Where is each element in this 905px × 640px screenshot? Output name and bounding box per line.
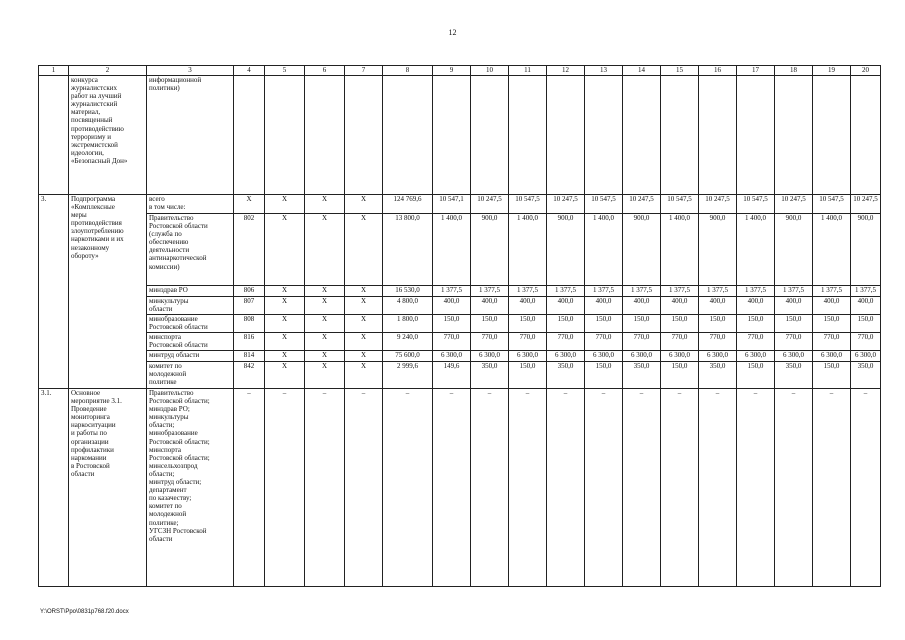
empty-cell — [813, 76, 851, 195]
amount-cell: 10 547,5 — [509, 195, 547, 214]
column-header: 11 — [509, 66, 547, 76]
code-cell: 806 — [234, 286, 265, 297]
amount-cell: 150,0 — [623, 315, 661, 333]
column-header: 4 — [234, 66, 265, 76]
amount-cell: 400,0 — [623, 297, 661, 315]
code-cell: X — [265, 315, 305, 333]
executor-cell: минобразование Ростовской области — [147, 315, 234, 333]
code-cell: X — [265, 333, 305, 351]
column-header: 5 — [265, 66, 305, 76]
amount-cell: 1 377,5 — [433, 286, 471, 297]
column-header: 7 — [345, 66, 383, 76]
executor-cell: минспорта Ростовской области — [147, 333, 234, 351]
code-cell: X — [234, 195, 265, 214]
dash-cell: – — [623, 389, 661, 587]
code-cell: X — [305, 297, 345, 315]
amount-cell: 1 377,5 — [471, 286, 509, 297]
code-cell: X — [305, 362, 345, 389]
measure-name-cell: конкурса журналистских работ на лучший журналистский материал, посвященный противодействию терроризму и экстремистской идеологии, «Безопасный Дон» — [69, 76, 147, 195]
code-cell: X — [345, 351, 383, 362]
row-number-cell: 3. — [39, 195, 69, 389]
code-cell: X — [265, 286, 305, 297]
amount-cell: 900,0 — [699, 214, 737, 286]
empty-cell — [234, 76, 265, 195]
amount-cell: 350,0 — [699, 362, 737, 389]
amount-cell: 9 240,0 — [383, 333, 433, 351]
code-cell: 842 — [234, 362, 265, 389]
column-header: 10 — [471, 66, 509, 76]
column-header: 20 — [851, 66, 881, 76]
code-cell: X — [345, 315, 383, 333]
amount-cell: 900,0 — [775, 214, 813, 286]
column-header: 3 — [147, 66, 234, 76]
amount-cell: 1 400,0 — [737, 214, 775, 286]
amount-cell: 10 547,5 — [661, 195, 699, 214]
executor-cell: минтруд области — [147, 351, 234, 362]
amount-cell: 770,0 — [813, 333, 851, 351]
empty-cell — [383, 76, 433, 195]
code-cell: X — [265, 362, 305, 389]
amount-cell: 350,0 — [775, 362, 813, 389]
amount-cell: 2 999,6 — [383, 362, 433, 389]
executor-cell: Правительство Ростовской области (служба по обеспечению деятельности антинаркотической комиссии) — [147, 214, 234, 286]
amount-cell: 6 300,0 — [623, 351, 661, 362]
code-cell: X — [345, 214, 383, 286]
dash-cell: – — [699, 389, 737, 587]
empty-cell — [305, 76, 345, 195]
amount-cell: 1 377,5 — [585, 286, 623, 297]
amount-cell: 770,0 — [851, 333, 881, 351]
code-cell: X — [305, 214, 345, 286]
empty-cell — [547, 76, 585, 195]
code-cell: X — [345, 286, 383, 297]
subprogram-row — [39, 195, 881, 214]
amount-cell: 400,0 — [737, 297, 775, 315]
empty-cell — [265, 76, 305, 195]
amount-cell: 1 400,0 — [509, 214, 547, 286]
dash-cell: – — [265, 389, 305, 587]
amount-cell: 770,0 — [585, 333, 623, 351]
dash-cell: – — [851, 389, 881, 587]
amount-cell: 900,0 — [471, 214, 509, 286]
empty-cell — [433, 76, 471, 195]
amount-cell: 6 300,0 — [471, 351, 509, 362]
code-cell: X — [265, 195, 305, 214]
amount-cell: 6 300,0 — [775, 351, 813, 362]
dash-cell: – — [234, 389, 265, 587]
subprogram-row — [39, 297, 881, 315]
dash-cell: – — [661, 389, 699, 587]
dash-cell: – — [775, 389, 813, 587]
amount-cell: 6 300,0 — [737, 351, 775, 362]
amount-cell: 6 300,0 — [585, 351, 623, 362]
code-cell: X — [305, 195, 345, 214]
code-cell: 816 — [234, 333, 265, 351]
amount-cell: 6 300,0 — [851, 351, 881, 362]
amount-cell: 150,0 — [585, 315, 623, 333]
event-name-cell: Основное мероприятие 3.1. Проведение мониторинга наркоситуации и работы по организации профилактики наркомании в Ростовской области — [69, 389, 147, 587]
amount-cell: 770,0 — [509, 333, 547, 351]
dash-cell: – — [305, 389, 345, 587]
subprogram-row — [39, 362, 881, 389]
column-header: 12 — [547, 66, 585, 76]
amount-cell: 150,0 — [585, 362, 623, 389]
code-cell: 802 — [234, 214, 265, 286]
amount-cell: 6 300,0 — [547, 351, 585, 362]
amount-cell: 400,0 — [547, 297, 585, 315]
subprogram-name-cell: Подпрограмма «Комплексные меры противодействия злоупотреблению наркотиками и их незаконному обороту» — [69, 195, 147, 389]
amount-cell: 75 600,0 — [383, 351, 433, 362]
column-header: 19 — [813, 66, 851, 76]
code-cell: X — [345, 195, 383, 214]
amount-cell: 400,0 — [509, 297, 547, 315]
amount-cell: 6 300,0 — [509, 351, 547, 362]
dash-cell: – — [509, 389, 547, 587]
amount-cell: 350,0 — [623, 362, 661, 389]
amount-cell: 1 377,5 — [661, 286, 699, 297]
executor-cell: комитет по молодежной политике — [147, 362, 234, 389]
empty-cell — [661, 76, 699, 195]
amount-cell: 150,0 — [471, 315, 509, 333]
amount-cell: 900,0 — [547, 214, 585, 286]
amount-cell: 900,0 — [623, 214, 661, 286]
amount-cell: 150,0 — [661, 315, 699, 333]
continued-row — [39, 76, 881, 195]
amount-cell: 150,0 — [509, 315, 547, 333]
amount-cell: 150,0 — [509, 362, 547, 389]
amount-cell: 4 800,0 — [383, 297, 433, 315]
empty-cell — [471, 76, 509, 195]
amount-cell: 150,0 — [433, 315, 471, 333]
column-header: 6 — [305, 66, 345, 76]
empty-cell — [623, 76, 661, 195]
dash-cell: – — [383, 389, 433, 587]
column-header: 1 — [39, 66, 69, 76]
amount-cell: 770,0 — [547, 333, 585, 351]
page-number: 12 — [448, 28, 457, 37]
amount-cell: 1 400,0 — [661, 214, 699, 286]
row-number-cell: 3.1. — [39, 389, 69, 587]
amount-cell: 770,0 — [433, 333, 471, 351]
empty-cell — [775, 76, 813, 195]
code-cell: X — [305, 351, 345, 362]
amount-cell: 900,0 — [851, 214, 881, 286]
dash-cell: – — [345, 389, 383, 587]
code-cell: X — [265, 214, 305, 286]
column-header: 14 — [623, 66, 661, 76]
amount-cell: 150,0 — [775, 315, 813, 333]
column-header: 9 — [433, 66, 471, 76]
amount-cell: 770,0 — [661, 333, 699, 351]
amount-cell: 1 377,5 — [813, 286, 851, 297]
amount-cell: 1 377,5 — [737, 286, 775, 297]
subprogram-row — [39, 333, 881, 351]
amount-cell: 124 769,6 — [383, 195, 433, 214]
amount-cell: 150,0 — [813, 362, 851, 389]
amount-cell: 1 377,5 — [547, 286, 585, 297]
amount-cell: 1 377,5 — [851, 286, 881, 297]
amount-cell: 16 530,0 — [383, 286, 433, 297]
column-header: 18 — [775, 66, 813, 76]
amount-cell: 400,0 — [775, 297, 813, 315]
amount-cell: 1 377,5 — [699, 286, 737, 297]
amount-cell: 150,0 — [851, 315, 881, 333]
dash-cell: – — [813, 389, 851, 587]
code-cell: X — [345, 297, 383, 315]
code-cell: X — [305, 315, 345, 333]
amount-cell: 400,0 — [585, 297, 623, 315]
column-header: 17 — [737, 66, 775, 76]
amount-cell: 350,0 — [547, 362, 585, 389]
subprogram-row — [39, 315, 881, 333]
amount-cell: 10 547,5 — [813, 195, 851, 214]
executor-cell: всего в том числе: — [147, 195, 234, 214]
column-header: 15 — [661, 66, 699, 76]
amount-cell: 150,0 — [737, 362, 775, 389]
budget-table-sheet — [38, 65, 878, 587]
amount-cell: 1 400,0 — [433, 214, 471, 286]
column-header: 16 — [699, 66, 737, 76]
column-header: 13 — [585, 66, 623, 76]
code-cell: X — [265, 351, 305, 362]
amount-cell: 6 300,0 — [661, 351, 699, 362]
dash-cell: – — [585, 389, 623, 587]
amount-cell: 150,0 — [699, 315, 737, 333]
code-cell: X — [305, 333, 345, 351]
amount-cell: 770,0 — [775, 333, 813, 351]
amount-cell: 10 247,5 — [471, 195, 509, 214]
amount-cell: 770,0 — [623, 333, 661, 351]
subprogram-row — [39, 286, 881, 297]
amount-cell: 149,6 — [433, 362, 471, 389]
budget-table-body — [39, 66, 881, 587]
empty-cell — [737, 76, 775, 195]
budget-table — [38, 65, 881, 587]
executor-cell: Правительство Ростовской области; минздрав РО; минкультуры области; минобразование Ростовской области; минспорта Ростовской области; минсельхозпрод области; минтруд области; департамент по казачеству; комитет по молодежной политике; УГСЗН Ростовской области — [147, 389, 234, 587]
executor-cell: минкультуры области — [147, 297, 234, 315]
amount-cell: 10 247,5 — [623, 195, 661, 214]
amount-cell: 6 300,0 — [699, 351, 737, 362]
amount-cell: 150,0 — [547, 315, 585, 333]
code-cell: X — [345, 362, 383, 389]
amount-cell: 1 400,0 — [813, 214, 851, 286]
amount-cell: 350,0 — [851, 362, 881, 389]
amount-cell: 400,0 — [699, 297, 737, 315]
empty-cell — [699, 76, 737, 195]
empty-cell — [585, 76, 623, 195]
subprogram-row — [39, 214, 881, 286]
code-cell: X — [265, 297, 305, 315]
amount-cell: 1 400,0 — [585, 214, 623, 286]
amount-cell: 1 377,5 — [623, 286, 661, 297]
amount-cell: 150,0 — [661, 362, 699, 389]
executor-cell: информационной политики) — [147, 76, 234, 195]
empty-cell — [345, 76, 383, 195]
amount-cell: 400,0 — [851, 297, 881, 315]
amount-cell: 150,0 — [737, 315, 775, 333]
amount-cell: 400,0 — [433, 297, 471, 315]
amount-cell: 400,0 — [471, 297, 509, 315]
amount-cell: 770,0 — [699, 333, 737, 351]
dash-cell: – — [547, 389, 585, 587]
amount-cell: 10 547,5 — [585, 195, 623, 214]
code-cell: X — [305, 286, 345, 297]
column-header: 2 — [69, 66, 147, 76]
subprogram-row — [39, 351, 881, 362]
executor-cell: минздрав РО — [147, 286, 234, 297]
dash-cell: – — [433, 389, 471, 587]
amount-cell: 10 247,5 — [775, 195, 813, 214]
amount-cell: 10 547,5 — [737, 195, 775, 214]
amount-cell: 1 377,5 — [509, 286, 547, 297]
amount-cell: 400,0 — [813, 297, 851, 315]
code-cell: 807 — [234, 297, 265, 315]
amount-cell: 13 800,0 — [383, 214, 433, 286]
column-header: 8 — [383, 66, 433, 76]
amount-cell: 10 247,5 — [547, 195, 585, 214]
amount-cell: 1 800,0 — [383, 315, 433, 333]
amount-cell: 10 247,5 — [851, 195, 881, 214]
empty-cell — [851, 76, 881, 195]
amount-cell: 770,0 — [471, 333, 509, 351]
amount-cell: 6 300,0 — [433, 351, 471, 362]
empty-cell — [509, 76, 547, 195]
amount-cell: 10 247,5 — [699, 195, 737, 214]
amount-cell: 10 547,1 — [433, 195, 471, 214]
main-event-row — [39, 389, 881, 587]
amount-cell: 400,0 — [661, 297, 699, 315]
dash-cell: – — [737, 389, 775, 587]
amount-cell: 6 300,0 — [813, 351, 851, 362]
amount-cell: 350,0 — [471, 362, 509, 389]
code-cell: 808 — [234, 315, 265, 333]
code-cell: 814 — [234, 351, 265, 362]
amount-cell: 770,0 — [737, 333, 775, 351]
dash-cell: – — [471, 389, 509, 587]
amount-cell: 1 377,5 — [775, 286, 813, 297]
code-cell: X — [345, 333, 383, 351]
amount-cell: 150,0 — [813, 315, 851, 333]
row-number-cell — [39, 76, 69, 195]
file-path-footer: Y:\ORST\Ppo\0831p768.f20.docx — [40, 609, 129, 615]
column-number-row — [39, 66, 881, 76]
